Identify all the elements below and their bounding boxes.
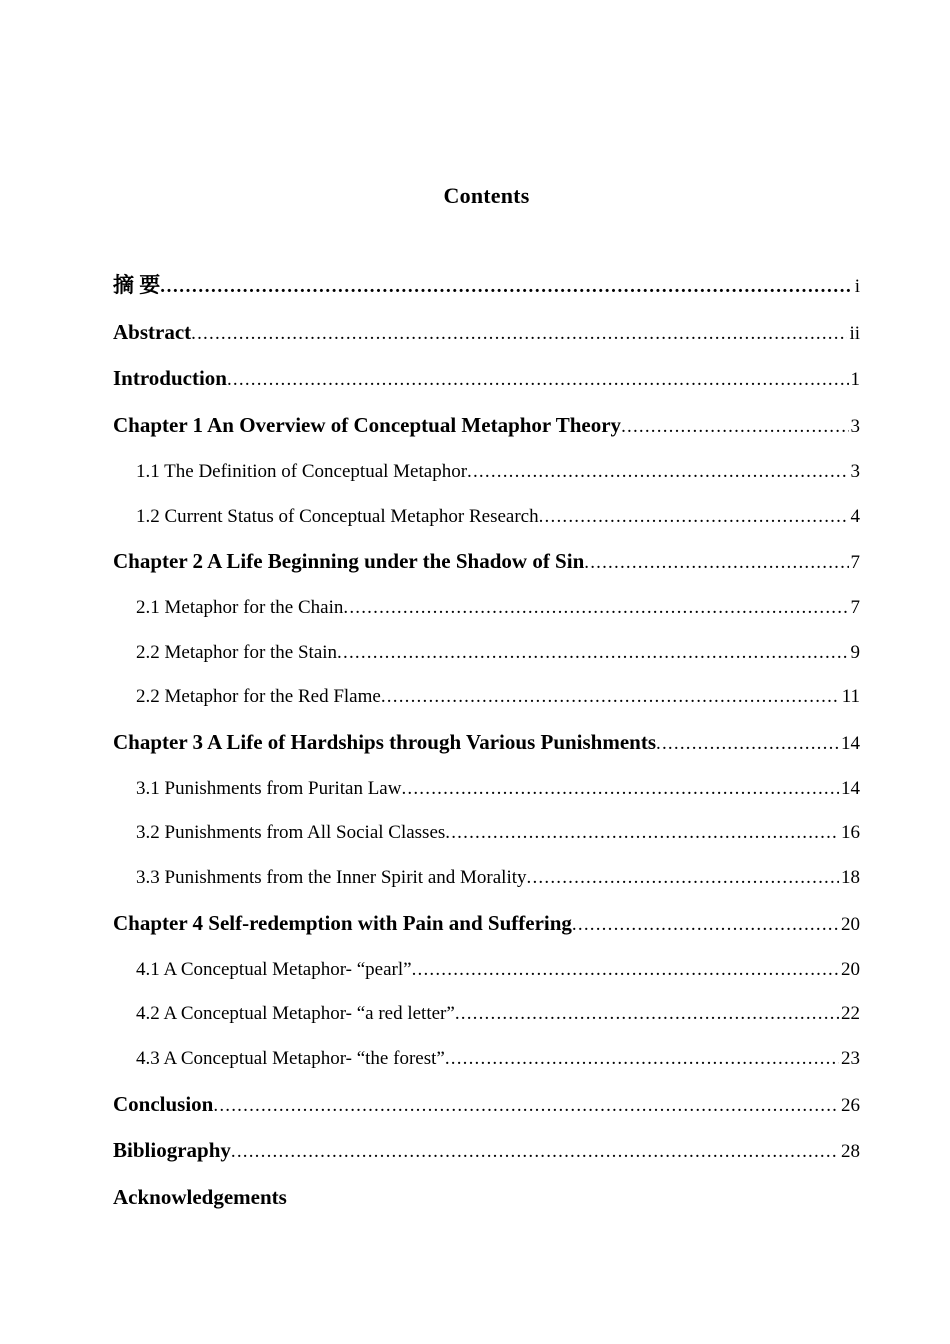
toc-entry[interactable] (113, 631, 860, 676)
toc-entry-label: 1.2 Current Status of Conceptual Metaphor Research (136, 505, 539, 527)
toc-entry-label: 3.3 Punishments from the Inner Spirit and Morality (136, 867, 527, 889)
toc-entry[interactable] (113, 263, 860, 310)
dot-leader (467, 450, 848, 495)
dot-leader (337, 631, 848, 676)
toc-entry[interactable] (113, 1037, 860, 1082)
toc-entry-label: Conclusion (113, 1091, 214, 1116)
dot-leader (191, 312, 847, 357)
toc-entry[interactable] (113, 539, 860, 586)
toc-entry[interactable] (113, 767, 860, 812)
toc-entry-page: 26 (841, 1094, 860, 1116)
dot-leader (343, 586, 848, 631)
toc-entry-label: 2.2 Metaphor for the Red Flame (136, 686, 381, 708)
toc-entry-label: 4.2 A Conceptual Metaphor- “a red letter” (136, 1003, 455, 1025)
toc-list (113, 263, 860, 1220)
toc-entry-label: Bibliography (113, 1138, 231, 1163)
dot-leader (656, 722, 839, 767)
toc-entry-page: 16 (841, 822, 860, 844)
toc-entry-label: 4.3 A Conceptual Metaphor- “the forest” (136, 1047, 445, 1069)
toc-entry-label: Chapter 1 An Overview of Conceptual Metaphor Theory (113, 413, 622, 438)
toc-entry-page: 7 (850, 552, 860, 574)
toc-entry[interactable] (113, 720, 860, 767)
toc-entry-label: Abstract (113, 319, 192, 344)
toc-entry-label: Chapter 4 Self-redemption with Pain and Suffering (113, 910, 572, 935)
dot-leader (445, 1037, 839, 1082)
toc-entry-page: 7 (850, 596, 860, 618)
toc-entry-page: 4 (850, 505, 860, 527)
toc-entry[interactable] (113, 450, 860, 495)
toc-entry[interactable] (113, 901, 860, 948)
toc-entry-label: 2.2 Metaphor for the Stain (136, 641, 338, 663)
toc-entry-page: 14 (841, 733, 860, 755)
dot-leader (227, 358, 849, 403)
toc-entry[interactable] (113, 811, 860, 856)
toc-entry-page: i (854, 276, 860, 297)
toc-entry[interactable] (113, 403, 860, 450)
toc-entry-page: 1 (850, 369, 860, 391)
toc-entry-label: 4.1 A Conceptual Metaphor- “pearl” (136, 958, 412, 980)
dot-leader (445, 811, 839, 856)
dot-leader (213, 1084, 839, 1129)
toc-entry-page: 18 (841, 867, 860, 889)
toc-entry[interactable] (113, 856, 860, 901)
dot-leader (539, 495, 849, 540)
dot-leader (401, 767, 839, 812)
dot-leader (412, 948, 839, 993)
toc-entry[interactable] (113, 948, 860, 993)
toc-entry[interactable] (113, 1082, 860, 1129)
toc-entry-label: 3.1 Punishments from Puritan Law (136, 777, 402, 799)
toc-entry-page: 22 (841, 1003, 860, 1025)
toc-entry-page: ii (849, 322, 860, 344)
toc-entry-page: 11 (841, 686, 860, 708)
toc-entry-label: Chapter 2 A Life Beginning under the Shadow of Sin (113, 549, 585, 574)
dot-leader (455, 992, 839, 1037)
toc-entry-label: 3.2 Punishments from All Social Classes (136, 822, 446, 844)
toc-entry[interactable] (113, 675, 860, 720)
dot-leader (160, 265, 852, 310)
toc-entry-page: 20 (841, 958, 860, 980)
dot-leader (584, 541, 848, 586)
dot-leader (381, 675, 840, 720)
toc-entry-label: 2.1 Metaphor for the Chain (136, 596, 344, 618)
toc-entry-page: 3 (850, 460, 860, 482)
toc-entry[interactable] (113, 1175, 860, 1220)
toc-entry[interactable] (113, 586, 860, 631)
dot-leader (621, 405, 848, 450)
toc-entry[interactable] (113, 992, 860, 1037)
dot-leader (572, 903, 839, 948)
toc-entry-label: Acknowledgements (113, 1185, 287, 1210)
toc-entry-page: 28 (841, 1141, 860, 1163)
toc-entry-page: 3 (850, 416, 860, 438)
toc-entry-page: 20 (841, 913, 860, 935)
toc-entry-label: Introduction (113, 366, 227, 391)
dot-leader (527, 856, 839, 901)
toc-entry-page: 23 (841, 1047, 860, 1069)
toc-entry-label: 1.1 The Definition of Conceptual Metaphor (136, 460, 468, 482)
toc-entry[interactable] (113, 1128, 860, 1175)
toc-entry-label: 摘 要 (113, 273, 161, 297)
toc-entry[interactable] (113, 310, 860, 357)
toc-entry[interactable] (113, 356, 860, 403)
dot-leader (231, 1130, 839, 1175)
toc-entry-page: 14 (841, 777, 860, 799)
contents-title: Contents (443, 183, 530, 208)
toc-entry-page: 9 (850, 641, 860, 663)
toc-entry[interactable] (113, 495, 860, 540)
toc-entry-label: Chapter 3 A Life of Hardships through Various Punishments (113, 730, 657, 755)
